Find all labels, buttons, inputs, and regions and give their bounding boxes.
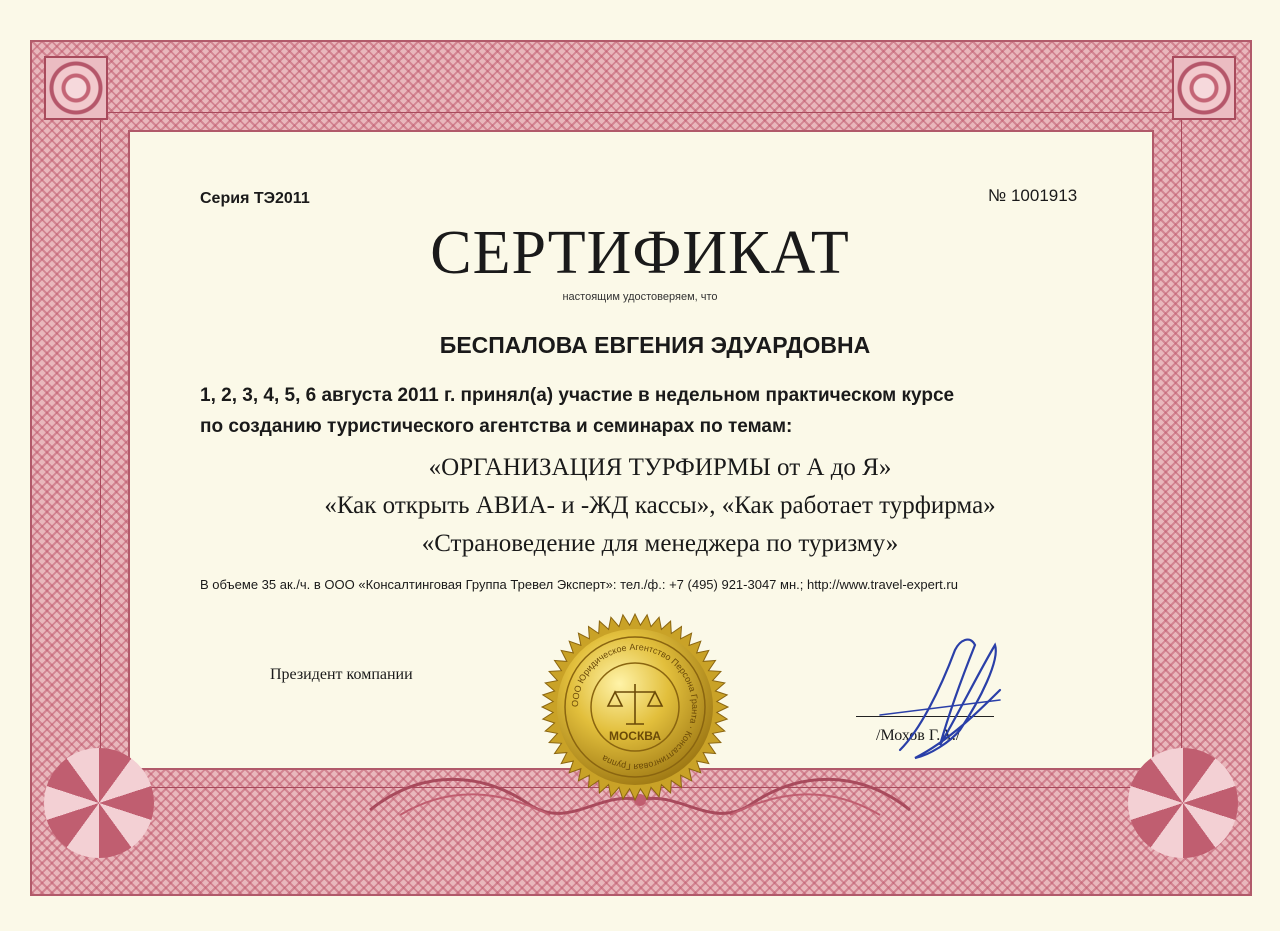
seminar-topic: «Страноведение для менеджера по туризму» — [421, 530, 899, 557]
corner-ornament-top-right — [1172, 56, 1236, 120]
seal-ring-text: ООО Юридическое Агентство Персона Гранта · Консалтинговая Группа — [569, 641, 701, 773]
course-volume-line: В объеме 35 ак./ч. в ООО «Консалтинговая Группа Тревел Эксперт»: тел./ф.: +7 (495) 921-3047 мн.; http://www.travel-expert.ru — [200, 577, 958, 592]
certificate-number: № 1001913 — [988, 186, 1078, 205]
seminar-topic: «Как открыть АВИА- и -ЖД кассы», «Как работает турфирма» — [324, 492, 996, 519]
gold-seal — [540, 612, 730, 802]
series-label: Серия ТЭ2011 — [200, 190, 310, 207]
corner-ornament-top-left — [44, 56, 108, 120]
signatory-title: Президент компании — [270, 666, 413, 683]
certificate-subtitle: настоящим удостоверяем, что — [562, 291, 718, 303]
recipient-name: БЕСПАЛОВА ЕВГЕНИЯ ЭДУАРДОВНА — [439, 332, 871, 358]
signatory-name: /Мохов Г.А./ — [876, 727, 961, 744]
seal-city: МОСКВА — [608, 729, 662, 743]
star-ornament-bottom-left — [44, 748, 154, 858]
seminar-topic: «ОРГАНИЗАЦИЯ ТУРФИРМЫ от А до Я» — [428, 454, 892, 481]
participation-line-1: 1, 2, 3, 4, 5, 6 августа 2011 г. принял(а) участие в недельном практическом курсе — [200, 385, 955, 406]
star-ornament-bottom-right — [1128, 748, 1238, 858]
certificate-title: СЕРТИФИКАТ — [430, 219, 850, 287]
handwritten-signature — [860, 630, 1010, 770]
participation-line-2: по созданию туристического агентства и семинарах по темам: — [200, 416, 793, 437]
